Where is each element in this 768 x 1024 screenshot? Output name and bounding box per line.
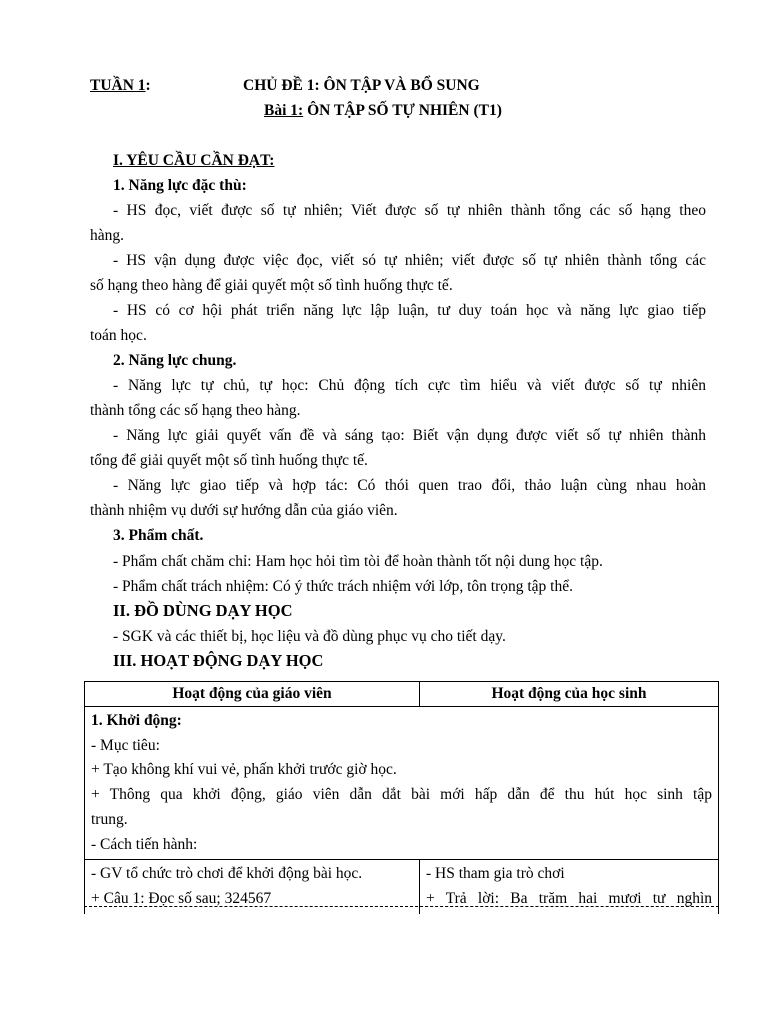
method-label: - Cách tiến hành: — [91, 835, 198, 853]
paragraph-line: - HS đọc, viết được số tự nhiên; Viết được số tự nhiên thành tổng các số hạng theo — [113, 202, 706, 219]
column-header-teacher: Hoạt động của giáo viên — [85, 682, 420, 707]
goal-item: + Tạo không khí vui vẻ, phấn khởi trước giờ học. — [91, 761, 397, 779]
week-colon: : — [145, 77, 151, 94]
lesson-name: ÔN TẬP SỐ TỰ NHIÊN (T1) — [303, 102, 502, 119]
topic-title: CHỦ ĐỀ 1: ÔN TẬP VÀ BỔ SUNG — [243, 77, 480, 94]
paragraph-line: số hạng theo hàng để giải quyết một số tình huống thực tế. — [90, 277, 453, 294]
lesson-title — [264, 101, 502, 121]
paragraph-line: toán học. — [90, 327, 147, 344]
paragraph-line: - SGK và các thiết bị, học liệu và đồ dùng phục vụ cho tiết dạy. — [113, 628, 506, 645]
paragraph-line: - Phẩm chất trách nhiệm: Có ý thức trách nhiệm với lớp, tôn trọng tập thể. — [113, 578, 573, 595]
week-text: TUẦN 1 — [90, 77, 146, 94]
warmup-cell — [85, 707, 719, 860]
lesson-prefix: Bài 1: — [264, 102, 304, 119]
subheading-specific-competence: 1. Năng lực đặc thù: — [113, 177, 247, 194]
subheading-general-competence: 2. Năng lực chung. — [113, 352, 237, 369]
teacher-step: + Câu 1: Đọc số sau; 324567 — [91, 889, 272, 907]
page-break-dashed-line — [84, 906, 719, 907]
paragraph-line: - Năng lực tự chủ, tự học: Chủ động tích cực tìm hiểu và viết được số tự nhiên — [113, 377, 706, 394]
section-3-heading: III. HOẠT ĐỘNG DẠY HỌC — [113, 651, 324, 670]
goal-label: - Mục tiêu: — [91, 736, 160, 754]
table-row-warmup — [85, 707, 719, 860]
goal-item: + Thông qua khởi động, giáo viên dẫn dắt bài mới hấp dẫn để thu hút học sinh tập — [91, 786, 712, 804]
column-header-student: Hoạt động của học sinh — [420, 682, 719, 707]
paragraph-line: - HS vận dụng được việc đọc, viết só tự nhiên; viết được số tự nhiên thành tổng các — [113, 252, 706, 269]
paragraph-line: thành nhiệm vụ dưới sự hướng dẫn của giáo viên. — [90, 502, 398, 519]
paragraph-line: - Năng lực giao tiếp và hợp tác: Có thói quen trao đổi, thảo luận cùng nhau hoàn — [113, 477, 706, 494]
paragraph-line: thành tổng các số hạng theo hàng. — [90, 402, 301, 419]
paragraph-line: tổng để giải quyết một số tình huống thực tế. — [90, 452, 368, 469]
paragraph-line: - Phẩm chất chăm chỉ: Ham học hỏi tìm tòi để hoàn thành tốt nội dung học tập. — [113, 553, 603, 570]
subheading-qualities: 3. Phẩm chất. — [113, 527, 204, 544]
student-step: - HS tham gia trò chơi — [426, 865, 565, 883]
paragraph-line: hàng. — [90, 227, 125, 244]
teacher-step: - GV tổ chức trò chơi để khởi động bài học. — [91, 865, 363, 883]
table-header-row — [85, 682, 719, 707]
student-step: + Trả lời: Ba trăm hai mươi tư nghìn — [426, 889, 712, 907]
goal-item-continuation: trung. — [91, 810, 128, 828]
paragraph-line: - Năng lực giải quyết vấn đề và sáng tạo: Biết vận dụng được viết số tự nhiên thành — [113, 427, 706, 444]
section-2-heading: II. ĐỒ DÙNG DẠY HỌC — [113, 601, 293, 620]
warmup-title: 1. Khởi động: — [91, 712, 182, 729]
section-1-heading: I. YÊU CẦU CẦN ĐẠT: — [113, 152, 275, 169]
activity-table — [84, 681, 719, 914]
paragraph-line: - HS có cơ hội phát triển năng lực lập luận, tư duy toán học và năng lực giao tiếp — [113, 302, 706, 319]
week-label — [90, 76, 151, 96]
